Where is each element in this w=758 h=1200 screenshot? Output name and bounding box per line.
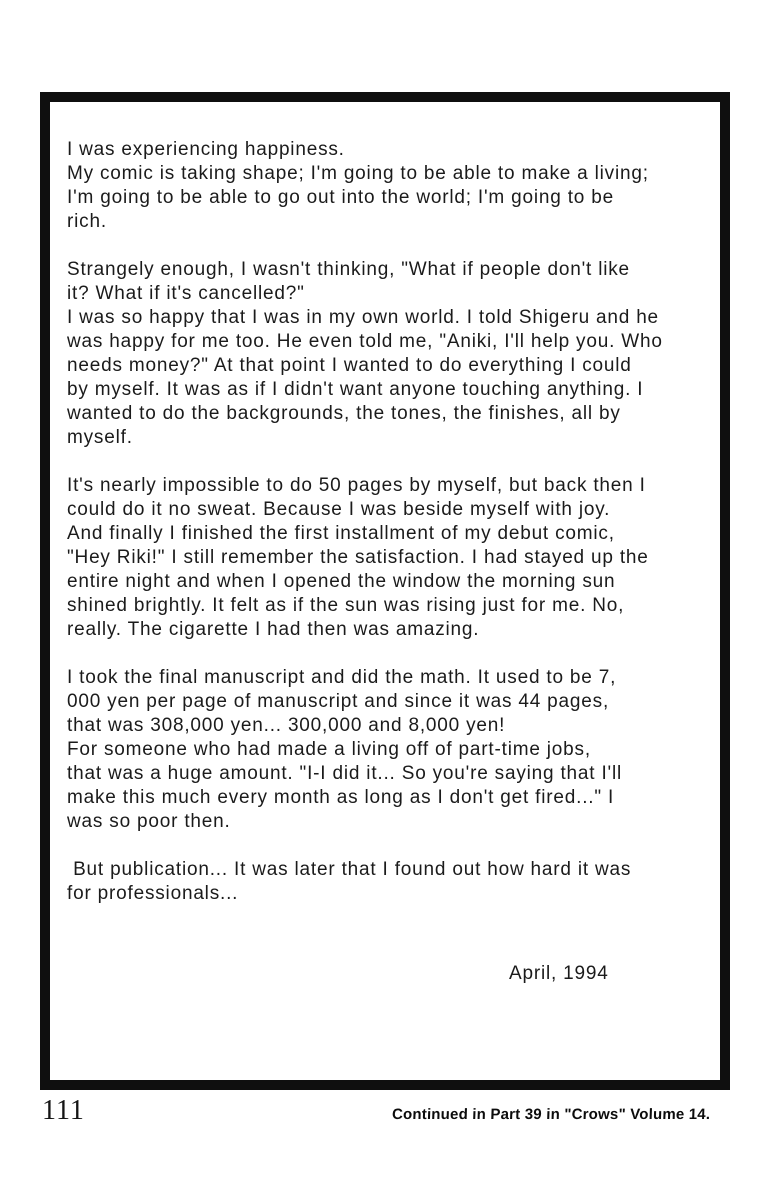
paragraph [67,138,714,234]
text-line: But publication... It was later that I found out how hard it was [67,859,632,880]
text-line: it? What if it's cancelled?" [67,283,305,304]
paragraph [67,258,714,450]
text-line: entire night and when I opened the window the morning sun [67,571,616,592]
page-number: 111 [42,1095,85,1126]
text-line: Strangely enough, I wasn't thinking, "What if people don't like [67,259,630,280]
text-line: shined brightly. It felt as if the sun was rising just for me. No, [67,595,625,616]
text-line: For someone who had made a living off of part-time jobs, [67,739,591,760]
afterword-text [67,138,714,986]
afterword-panel [40,92,730,1090]
paragraph [67,474,714,642]
text-line: was happy for me too. He even told me, "Aniki, I'll help you. Who [67,331,663,352]
text-line: wanted to do the backgrounds, the tones, the finishes, all by [67,403,621,424]
text-line: And finally I finished the first installment of my debut comic, [67,523,615,544]
text-line: I'm going to be able to go out into the world; I'm going to be [67,187,614,208]
text-line: by myself. It was as if I didn't want anyone touching anything. I [67,379,644,400]
text-line: for professionals... [67,883,239,904]
paragraph [67,666,714,834]
text-line: "Hey Riki!" I still remember the satisfaction. I had stayed up the [67,547,649,568]
text-line: needs money?" At that point I wanted to do everything I could [67,355,632,376]
text-line: make this much every month as long as I don't get fired..." I [67,787,615,808]
text-line: 000 yen per page of manuscript and since it was 44 pages, [67,691,610,712]
text-line: myself. [67,427,133,448]
text-line: I was experiencing happiness. [67,139,345,160]
text-line: I took the final manuscript and did the math. It used to be 7, [67,667,617,688]
text-line: It's nearly impossible to do 50 pages by myself, but back then I [67,475,646,496]
text-line: My comic is taking shape; I'm going to be able to make a living; [67,163,649,184]
text-line: that was a huge amount. "I-I did it... So you're saying that I'll [67,763,622,784]
date-line: April, 1994 [509,963,609,984]
paragraph [67,858,714,906]
text-line: I was so happy that I was in my own world. I told Shigeru and he [67,307,659,328]
text-line: could do it no sweat. Because I was beside myself with joy. [67,499,611,520]
text-line: rich. [67,211,107,232]
text-line: really. The cigarette I had then was amazing. [67,619,480,640]
continued-note: Continued in Part 39 in "Crows" Volume 14. [391,1106,711,1123]
text-line: was so poor then. [67,811,231,832]
text-line: that was 308,000 yen... 300,000 and 8,000 yen! [67,715,506,736]
